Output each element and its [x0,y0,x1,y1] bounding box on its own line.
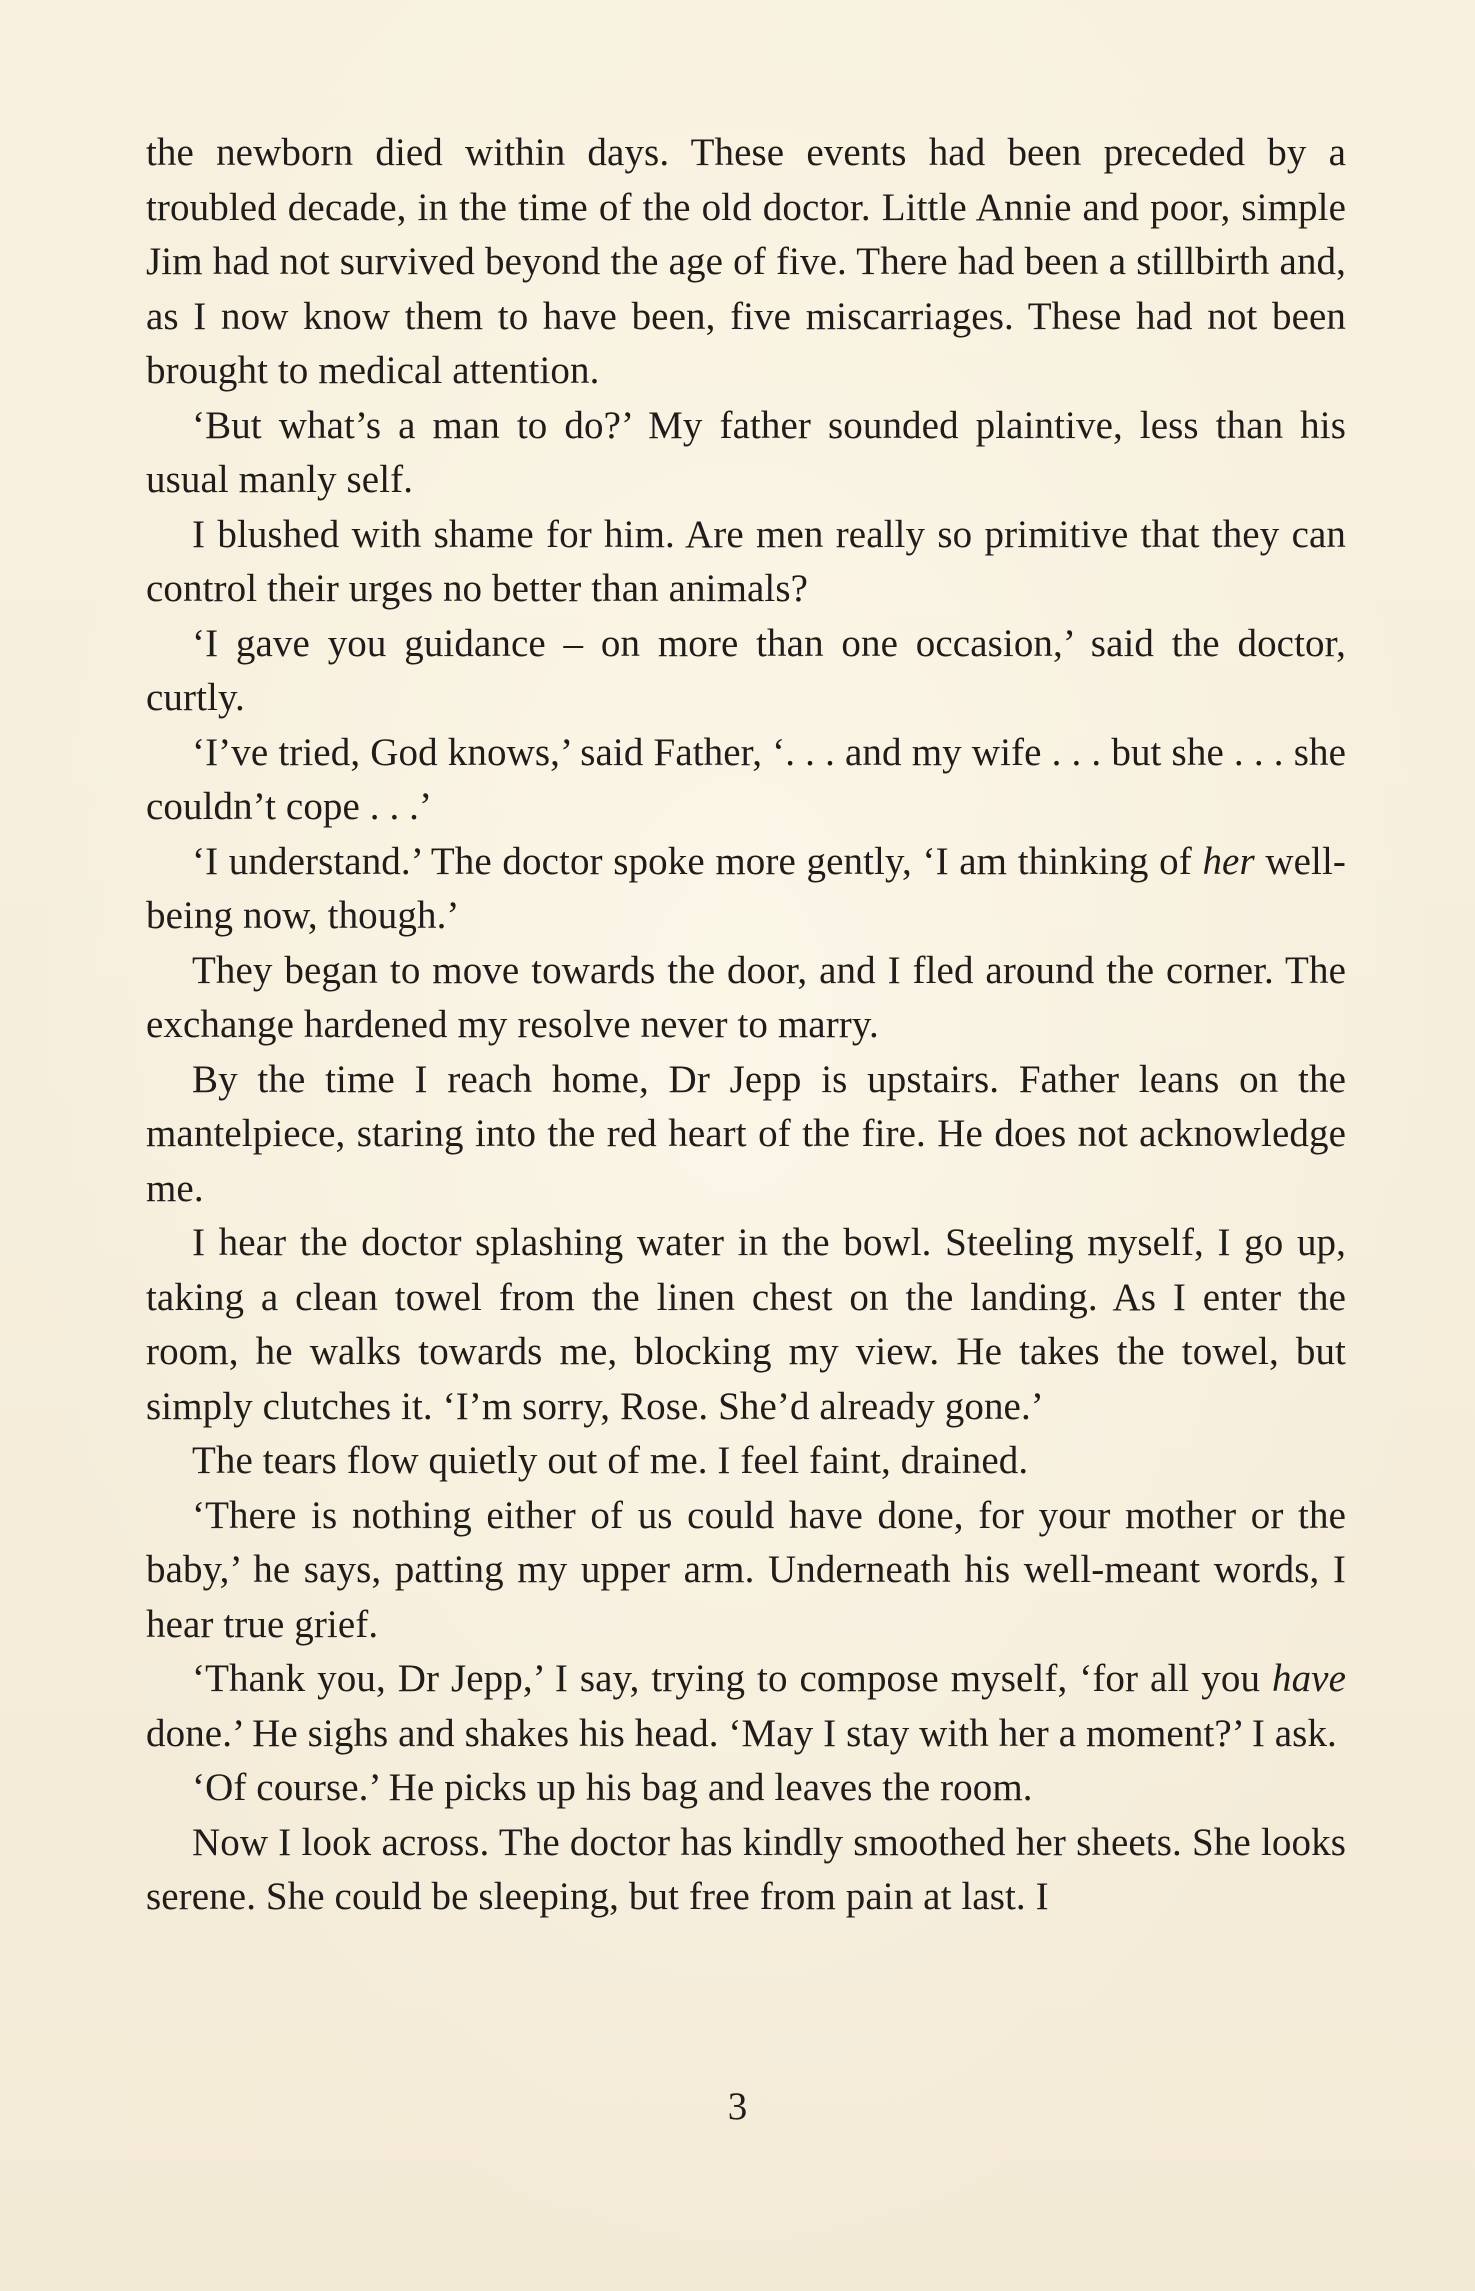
text-segment: I blushed with shame for him. Are men really so primitive that they can control their urges no better than animals? [146,512,1346,610]
paragraph [146,835,1346,944]
text-segment: The tears flow quietly out of me. I feel faint, drained. [192,1439,1029,1482]
text-segment: They began to move towards the door, and I fled around the corner. The exchange hardened my resolve never to marry. [146,948,1346,1046]
paragraph [146,1216,1346,1434]
text-segment: well-being now, though.’ [146,839,1346,937]
text-segment: ‘There is nothing either of us could have done, for your mother or the baby,’ he says, patting my upper arm. Underneath his well-meant words, I hear true grief. [146,1493,1346,1646]
text-segment: I hear the doctor splashing water in the bowl. Steeling myself, I go up, taking a clean towel from the linen chest on the landing. As I enter the room, he walks towards me, blocking my view. He takes the towel, but simply clutches it. ‘I’m sorry, Rose. She’d already gone.’ [146,1221,1346,1428]
paragraph [146,1053,1346,1217]
paragraph [146,1652,1346,1761]
paragraph [146,617,1346,726]
text-segment: done.’ He sighs and shakes his head. ‘May I stay with her a moment?’ I ask. [146,1711,1337,1755]
text-segment: ‘I’ve tried, God knows,’ said Father, ‘. . . and my wife . . . but she . . . she couldn’t cope . . .’ [146,730,1346,828]
text-segment: Now I look across. The doctor has kindly smoothed her sheets. She looks serene. She could be sleeping, but free from pain at last. I [146,1820,1346,1918]
text-segment: ‘I understand.’ The doctor spoke more gently, ‘I am thinking of [192,839,1203,883]
paragraph [146,944,1346,1053]
text-segment: ‘But what’s a man to do?’ My father sounded plaintive, less than his usual manly self. [146,403,1346,501]
paragraph [146,399,1346,508]
italic-text: her [1202,839,1255,883]
paragraph [146,1816,1346,1925]
paragraph [146,508,1346,617]
page-number: 3 [727,2085,748,2128]
paragraph [146,1434,1346,1489]
paragraph [146,726,1346,835]
text-segment: ‘I gave you guidance – on more than one occasion,’ said the doctor, curtly. [146,621,1346,719]
text-segment: ‘Thank you, Dr Jepp,’ I say, trying to compose myself, ‘for all you [192,1657,1272,1700]
body-text [146,126,1346,1925]
italic-text: have [1271,1657,1346,1700]
text-segment: the newborn died within days. These events had been preceded by a troubled decade, in the time of the old doctor. Little Annie and poor, simple Jim had not survived beyond the age of five. There had been a stillbirth and, as I now know them to have been, five miscarriages. These had not been brought to medical attention. [146,131,1346,392]
text-segment: By the time I reach home, Dr Jepp is upstairs. Father leans on the mantelpiece, staring into the red heart of the fire. He does not acknowledge me. [146,1057,1346,1210]
paragraph [146,1761,1346,1816]
paragraph [146,126,1346,399]
paragraph [146,1489,1346,1653]
text-segment: ‘Of course.’ He picks up his bag and leaves the room. [192,1766,1033,1809]
